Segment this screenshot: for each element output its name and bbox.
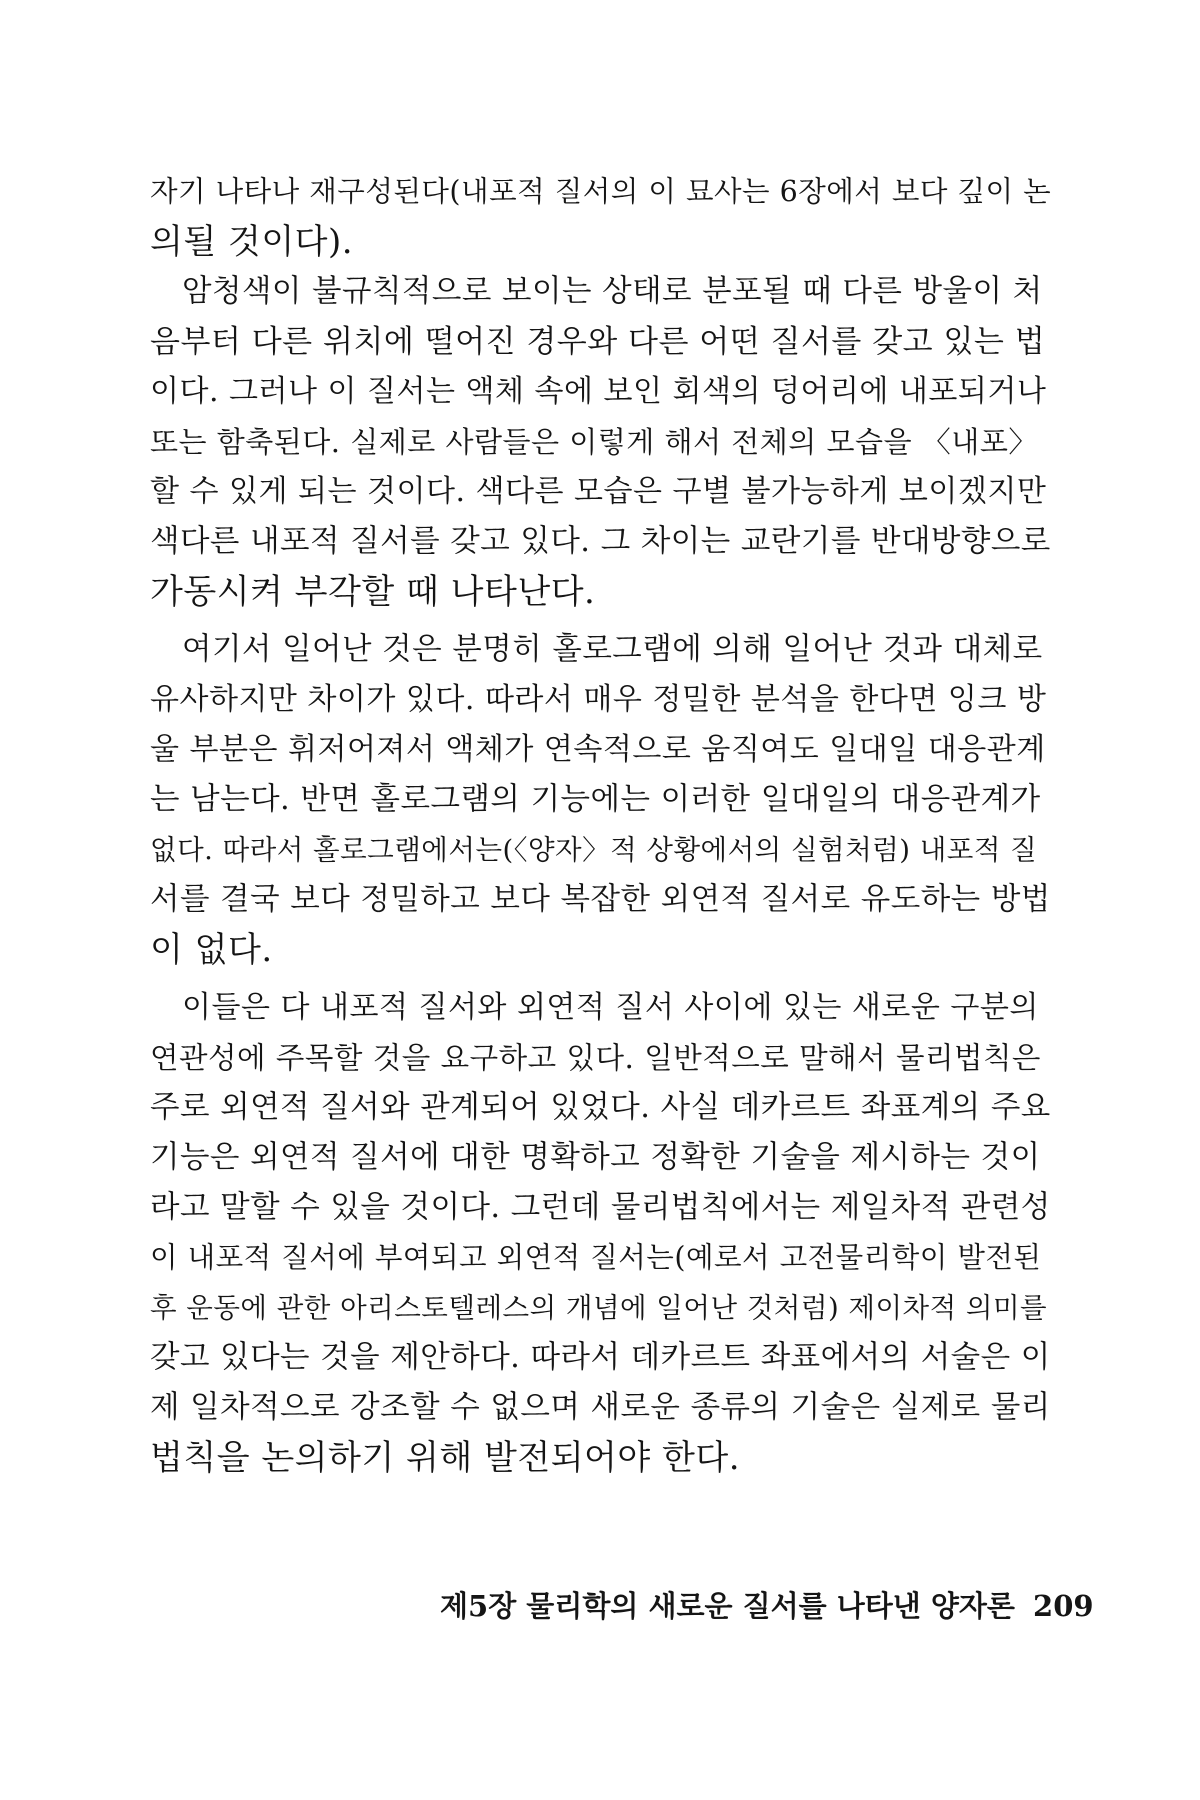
text-line: 울 부분은 휘저어져서 액체가 연속적으로 움직여도 일대일 대응관계 (150, 732, 1046, 767)
text-line: 법칙을 논의하기 위해 발전되어야 한다. (150, 1438, 741, 1478)
text-line: 주로 외연적 질서와 관계되어 있었다. 사실 데카르트 좌표계의 주요 (150, 1090, 1051, 1125)
text-line: 또는 함축된다. 실제로 사람들은 이렇게 해서 전체의 모습을 〈내포〉 (150, 425, 1038, 459)
text-line: 암청색이 불규칙적으로 보이는 상태로 분포될 때 다른 방울이 처 (182, 274, 1043, 309)
text-line: 의될 것이다). (150, 222, 354, 262)
text-line: 이들은 다 내포적 질서와 외연적 질서 사이에 있는 새로운 구분의 (182, 990, 1039, 1025)
text-line: 는 남는다. 반면 홀로그램의 기능에는 이러한 일대일의 대응관계가 (150, 782, 1041, 817)
text-line: 연관성에 주목할 것을 요구하고 있다. 일반적으로 말해서 물리법칙은 (150, 1041, 1041, 1075)
page-number: 209 (1033, 1589, 1094, 1623)
text-line: 유사하지만 차이가 있다. 따라서 매우 정밀한 분석을 한다면 잉크 방 (150, 682, 1047, 717)
text-line: 기능은 외연적 질서에 대한 명확하고 정확한 기술을 제시하는 것이 (150, 1140, 1041, 1175)
text-line: 없다. 따라서 홀로그램에서는(〈양자〉적 상황에서의 실험처럼) 내포적 질 (150, 834, 1038, 866)
text-line: 음부터 다른 위치에 떨어진 경우와 다른 어떤 질서를 갖고 있는 법 (150, 324, 1046, 360)
text-line: 할 수 있게 되는 것이다. 색다른 모습은 구별 불가능하게 보이겠지만 (150, 474, 1047, 509)
text-line: 갖고 있다는 것을 제안하다. 따라서 데카르트 좌표에서의 서술은 이 (150, 1340, 1051, 1375)
text-line: 제 일차적으로 강조할 수 없으며 새로운 종류의 기술은 실제로 물리 (150, 1390, 1051, 1425)
page-footer (440, 1586, 1094, 1626)
text-line: 서를 결국 보다 정밀하고 보다 복잡한 외연적 질서로 유도하는 방법 (150, 882, 1051, 917)
running-title: 제5장 물리학의 새로운 질서를 나타낸 양자론 (440, 1589, 1015, 1623)
text-line: 이다. 그러나 이 질서는 액체 속에 보인 회색의 덩어리에 내포되거나 (150, 374, 1047, 409)
text-line: 이 없다. (150, 930, 273, 970)
text-line: 여기서 일어난 것은 분명히 홀로그램에 의해 일어난 것과 대체로 (182, 632, 1043, 667)
text-line: 이 내포적 질서에 부여되고 외연적 질서는(예로서 고전물리학이 발전된 (150, 1241, 1042, 1274)
text-line: 색다른 내포적 질서를 갖고 있다. 그 차이는 교란기를 반대방향으로 (150, 524, 1051, 559)
text-line: 가동시켜 부각할 때 나타난다. (150, 572, 596, 612)
text-line: 후 운동에 관한 아리스토텔레스의 개념에 일어난 것처럼) 제이차적 의미를 (150, 1292, 1048, 1324)
text-line: 자기 나타나 재구성된다(내포적 질서의 이 묘사는 6장에서 보다 깊이 논 (150, 175, 1052, 208)
text-line: 라고 말할 수 있을 것이다. 그런데 물리법칙에서는 제일차적 관련성 (150, 1190, 1051, 1225)
